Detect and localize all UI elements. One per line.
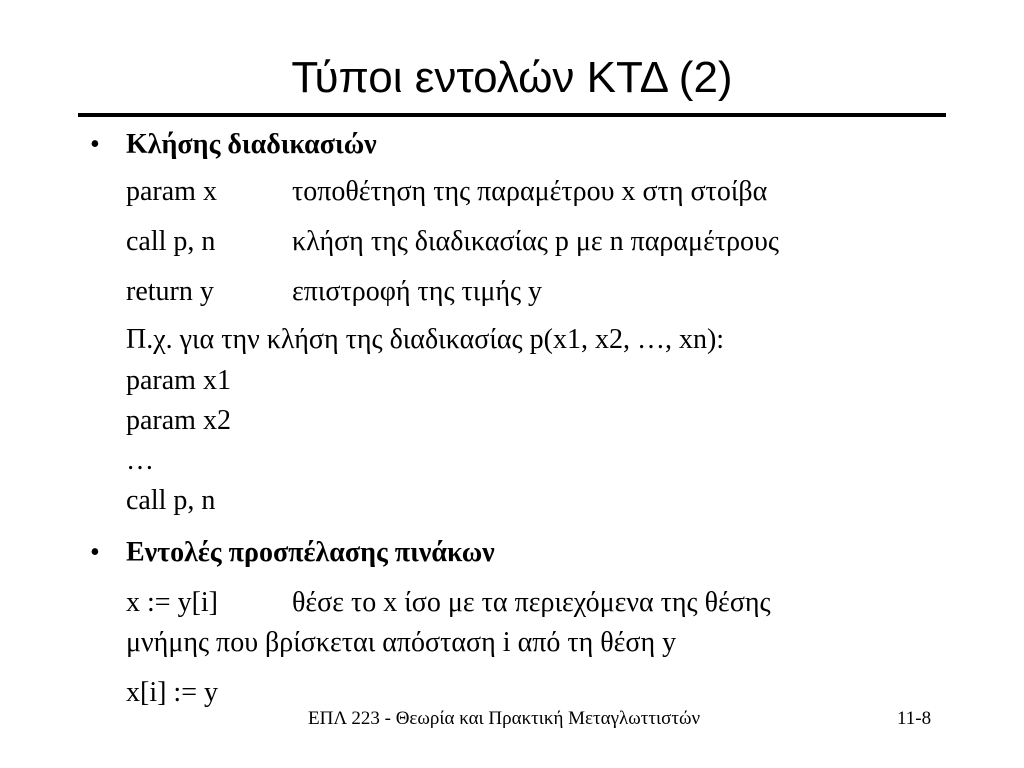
section-heading-array-access: Εντολές προσπέλασης πινάκων xyxy=(126,537,495,568)
example-line-param-x1: param x1 xyxy=(126,365,231,396)
desc-call-p-n: κλήση της διαδικασίας p με n παραμέτρους xyxy=(292,226,780,257)
desc-return-y: επιστροφή της τιμής y xyxy=(292,276,543,307)
section-heading-procedure-calls: Κλήσης διαδικασιών xyxy=(126,129,377,160)
desc-x-assign-y-i: θέσε το x ίσο με τα περιεχόμενα της θέσης xyxy=(292,587,771,618)
code-return-y: return y xyxy=(126,276,214,307)
code-x-assign-y-i: x := y[i] xyxy=(126,587,218,618)
bullet-marker: • xyxy=(90,537,100,568)
bullet-marker: • xyxy=(90,129,100,160)
code-param-x: param x xyxy=(126,176,217,207)
example-intro: Π.χ. για την κλήση της διαδικασίας p(x1, x2, …, xn): xyxy=(126,324,725,355)
example-line-ellipsis: … xyxy=(126,445,154,476)
footer-page-number: 11-8 xyxy=(897,708,932,729)
desc-param-x: τοποθέτηση της παραμέτρου x στη στοίβα xyxy=(292,176,768,207)
code-x-i-assign-y: x[i] := y xyxy=(126,677,218,708)
example-line-call-p-n: call p, n xyxy=(126,485,216,516)
footer-course-title: ΕΠΛ 223 - Θεωρία και Πρακτική Μεταγλωττιστών xyxy=(308,708,701,729)
example-line-param-x2: param x2 xyxy=(126,405,231,436)
slide-title: Τύποι εντολών ΚΤΔ (2) xyxy=(291,53,733,102)
title-divider xyxy=(78,113,946,117)
desc-continuation: μνήμης που βρίσκεται απόσταση i από τη θέση y xyxy=(126,627,677,658)
code-call-p-n: call p, n xyxy=(126,226,216,257)
